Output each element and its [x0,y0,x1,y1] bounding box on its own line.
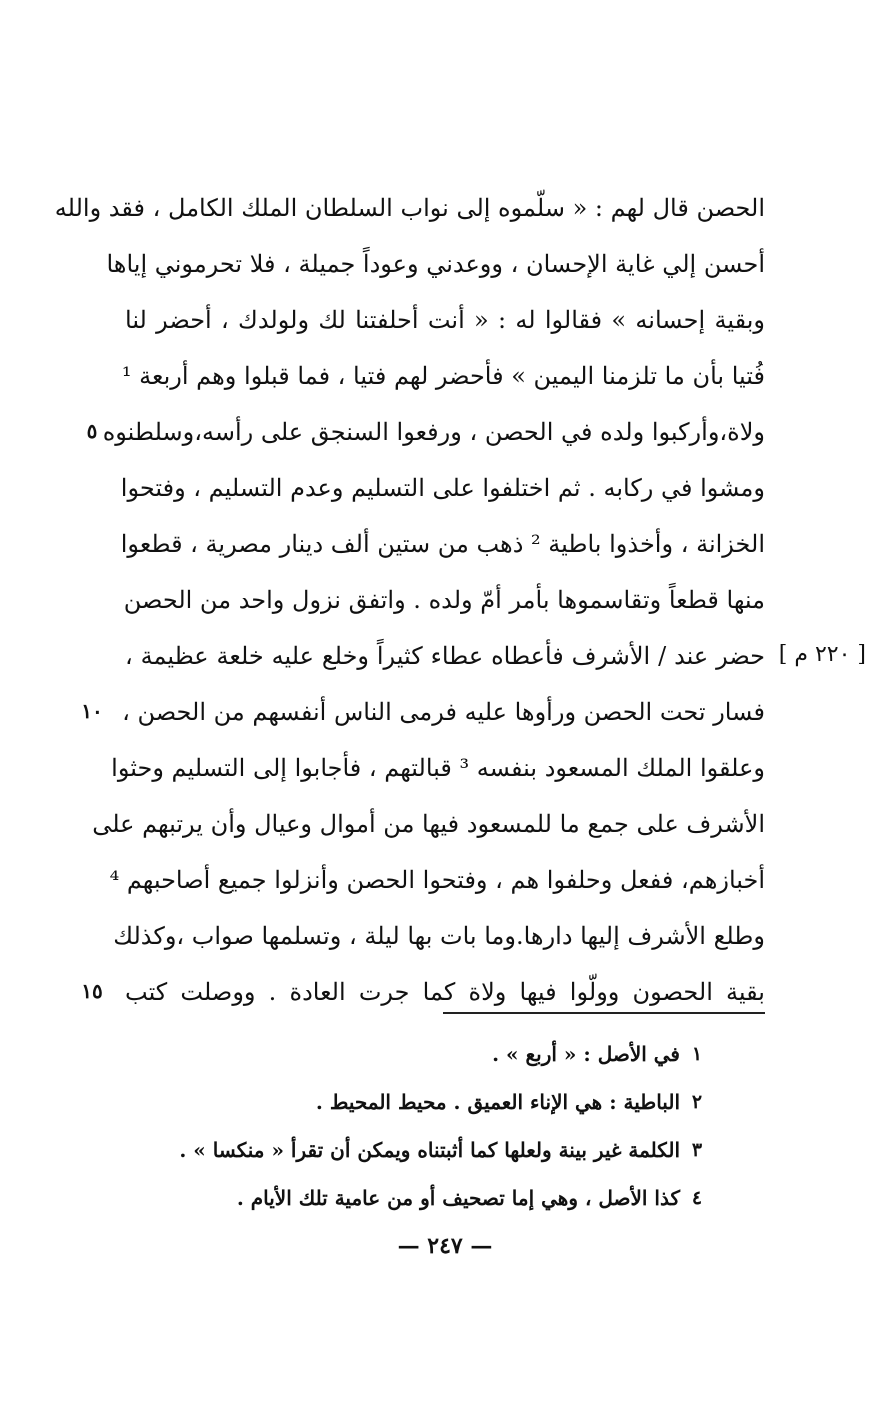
footnote-text: في الأصل : « أربع » . [492,1042,680,1066]
text-line: بقية الحصون وولّوا فيها ولاة كما جرت العادة . ووصلت كتب [125,978,765,1006]
text-line: وطلع الأشرف إليها دارها.وما بات بها ليلة ، وتسلمها صواب ،وكذلك [113,922,765,950]
text-line: وعلقوا الملك المسعود بنفسه ³ قبالتهم ، فأجابوا إلى التسليم وحثوا [111,754,765,782]
footnote-number: ٣ [691,1139,703,1161]
text-line: أخبازهم، ففعل وحلفوا هم ، وفتحوا الحصن وأنزلوا جميع أصاحبهم ⁴ [109,866,765,894]
footnote-number: ٤ [691,1187,703,1209]
line-number-10: ١٠ [81,699,103,723]
text-line: الأشرف على جمع ما للمسعود فيها من أموال وعيال وأن يرتبهم على [92,810,765,838]
footnote-text: الكلمة غير بينة ولعلها كما أثبتناه ويمكن أن تقرأ « منكسا » . [179,1138,680,1162]
text-line: فُتيا بأن ما تلزمنا اليمين » فأحضر لهم فتيا ، فما قبلوا وهم أربعة ¹ [121,362,765,390]
text-line: منها قطعاً وتقاسموها بأمر أمّ ولده . واتفق نزول واحد من الحصن [123,586,765,614]
footnote-text: الباطية : هي الإناء العميق . محيط المحيط . [315,1090,680,1114]
footnote-number: ١ [691,1043,703,1065]
line-number-15: ١٥ [81,979,103,1003]
text-line: أحسن إلي غاية الإحسان ، ووعدني وعوداً جميلة ، فلا تحرموني إياها [106,250,765,278]
folio-marker: [ ٢٢٠ م ] [778,642,866,667]
footnote-text: كذا الأصل ، وهي إما تصحيف أو من عامية تلك الأيام . [236,1186,680,1210]
text-line: ولاة،وأركبوا ولده في الحصن ، ورفعوا السنجق على رأسه،وسلطنوه [102,418,765,446]
text-line: فسار تحت الحصن ورأوها عليه فرمى الناس أنفسهم من الحصن ، [122,698,765,726]
line-number-5: ٥ [86,419,98,443]
footnote-divider [443,1012,765,1014]
text-line: ومشوا في ركابه . ثم اختلفوا على التسليم وعدم التسليم ، وفتحوا [120,474,765,502]
text-line: الحصن قال لهم : « سلّموه إلى نواب السلطان الملك الكامل ، فقد والله [54,194,765,222]
text-line: الخزانة ، وأخذوا باطية ² ذهب من ستين ألف دينار مصرية ، قطعوا [120,530,765,558]
text-line: وبقية إحسانه » فقالوا له : « أنت أحلفتنا لك ولولدك ، أحضر لنا [125,306,765,334]
text-line: حضر عند / الأشرف فأعطاه عطاء كثيراً وخلع عليه خلعة عظيمة ، [125,642,765,670]
footnote-number: ٢ [691,1091,703,1113]
page-number: — ٢٤٧ — [397,1233,493,1259]
